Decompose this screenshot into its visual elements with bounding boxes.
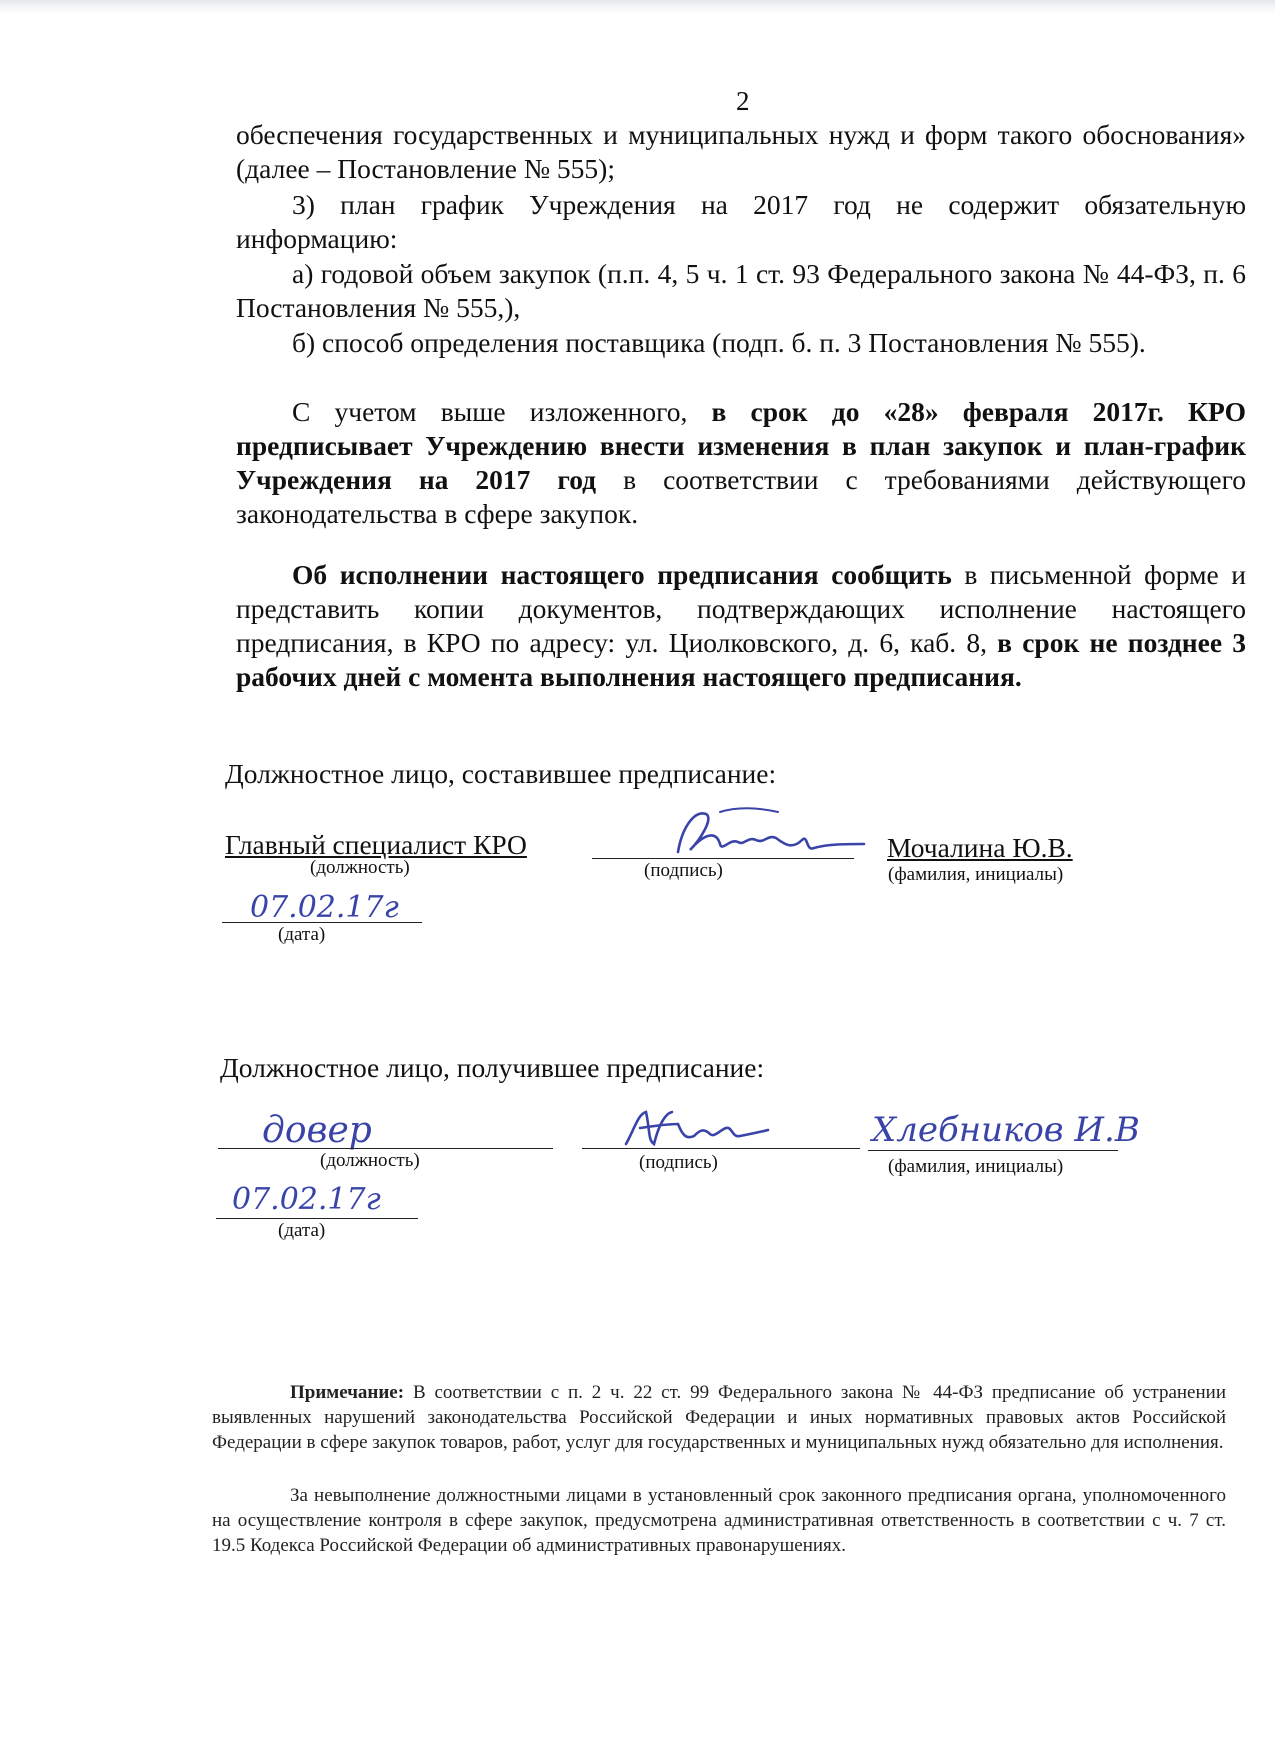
paragraph-plan-schedule: 3) план график Учреждения на 2017 год не содержит обязательную информацию: bbox=[236, 189, 1246, 254]
page-number: 2 bbox=[736, 86, 750, 116]
report-lead: Об исполнении настоящего предписания сообщить bbox=[292, 559, 952, 590]
recipient-position: довер bbox=[262, 1110, 372, 1151]
recipient-position-line bbox=[218, 1148, 553, 1149]
issuer-signature-hint: (подпись) bbox=[644, 860, 723, 881]
recipient-signature-image bbox=[620, 1100, 770, 1155]
recipient-name: Хлебников И.В bbox=[872, 1110, 1140, 1150]
note-label: Примечание: bbox=[290, 1382, 405, 1403]
paragraph-supplier-method: б) способ определения поставщика (подп. б. п. 3 Постановления № 555). bbox=[292, 327, 1146, 358]
recipient-heading: Должностное лицо, получившее предписание: bbox=[220, 1052, 765, 1083]
instruction-tail: в соответствии с требованиями действующего законодательства в сфере закупок. bbox=[236, 464, 1246, 529]
report-deadline: в срок не позднее 3 рабочих дней с момента выполнения настоящего предписания. bbox=[236, 627, 1246, 692]
recipient-signature-hint: (подпись) bbox=[639, 1152, 718, 1173]
issuer-date: 07.02.17г bbox=[250, 890, 399, 925]
recipient-date-line bbox=[216, 1218, 418, 1219]
issuer-name-hint: (фамилия, инициалы) bbox=[888, 864, 1064, 885]
recipient-name-hint: (фамилия, инициалы) bbox=[888, 1156, 1064, 1177]
note-text-1: В соответствии с п. 2 ч. 22 ст. 99 Федерального закона № 44-ФЗ предписание об устранении выявленных нарушений законодательства Российской Федерации и иных нормативных правовых актов Российской Федерации в сфере закупок товаров, работ, услуг для государственных и муниципальных нужд обязательно для исполнения. bbox=[212, 1382, 1226, 1453]
recipient-signature-line bbox=[582, 1148, 860, 1149]
issuer-date-line bbox=[222, 922, 422, 923]
recipient-name-line bbox=[868, 1150, 1118, 1151]
paragraph-instruction bbox=[236, 395, 1246, 531]
recipient-date: 07.02.17г bbox=[232, 1182, 381, 1217]
report-body: в письменной форме и представить копии документов, подтверждающих исполнение настоящего предписания, в КРО по адресу: ул. Циолковского, д. 6, каб. 8, bbox=[236, 559, 1246, 658]
recipient-position-hint: (должность) bbox=[320, 1150, 420, 1171]
issuer-date-hint: (дата) bbox=[278, 924, 326, 945]
paragraph-report bbox=[236, 558, 1246, 694]
issuer-heading: Должностное лицо, составившее предписание: bbox=[225, 758, 777, 789]
issuer-position: Главный специалист КРО bbox=[225, 829, 527, 860]
note-paragraph-1 bbox=[212, 1380, 1226, 1455]
paragraph-annual-volume: а) годовой объем закупок (п.п. 4, 5 ч. 1 ст. 93 Федерального закона № 44-ФЗ, п. 6 Постановления № 555,), bbox=[236, 258, 1246, 323]
recipient-date-hint: (дата) bbox=[278, 1220, 326, 1241]
paragraph-postanovlenie: обеспечения государственных и муниципальных нужд и форм такого обоснования» (далее – Постановление № 555); bbox=[236, 119, 1246, 184]
scan-edge bbox=[0, 0, 1275, 14]
issuer-position-hint: (должность) bbox=[310, 857, 410, 878]
note-paragraph-2: За невыполнение должностными лицами в установленный срок законного предписания органа, уполномоченного на осуществление контроля в сфере закупок, предусмотрена административная ответственность в соответствии с ч. 7 ст. 19.5 Кодекса Российской Федерации об административных правонарушениях. bbox=[212, 1485, 1226, 1556]
instruction-deadline: в срок до «28» февраля 2017г. КРО предписывает Учреждению внести изменения в план закупок и план-график Учреждения на 2017 год bbox=[236, 396, 1246, 495]
issuer-name: Мочалина Ю.В. bbox=[887, 832, 1073, 863]
instruction-lead: С учетом выше изложенного, bbox=[292, 396, 712, 427]
